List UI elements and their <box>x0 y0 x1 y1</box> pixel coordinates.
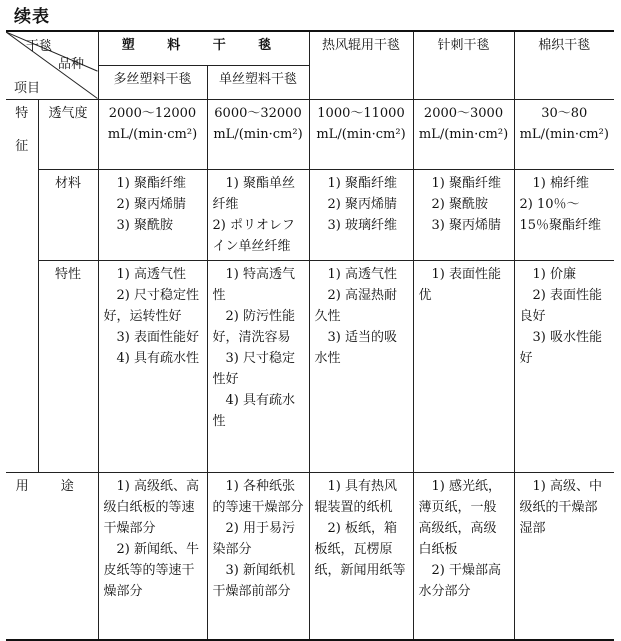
permeability-cell <box>207 99 309 169</box>
cell-line: 1000～11000 <box>317 105 405 121</box>
row-usage <box>6 472 614 640</box>
row-label-permeability: 透气度 <box>38 99 98 169</box>
cell-line: 2) 聚丙烯腈 <box>327 196 397 212</box>
col-header-hot-air-roll: 热风辊用干毯 <box>309 31 413 99</box>
cell-line: mL/(min·cm²) <box>316 126 406 142</box>
cell-line: 3) 尺寸稳定性好 <box>212 350 295 387</box>
cell-line: 2) 干燥部高水分部分 <box>418 562 501 599</box>
cell-line: 1) 具有热风辊装置的纸机 <box>314 478 397 515</box>
page-title: 续表 <box>14 7 50 27</box>
header-row-1 <box>6 31 614 65</box>
cell-line: mL/(min·cm²) <box>519 126 609 142</box>
permeability-cell <box>514 99 614 169</box>
col-header-needle-punched: 针刺干毯 <box>413 31 514 99</box>
cell-line: 1) 高级、中级纸的干燥部湿部 <box>519 478 602 536</box>
row-properties <box>6 260 614 472</box>
usage-cell <box>309 472 413 640</box>
cell-line: 2) ポリオレフイン单丝纤维 <box>212 217 295 254</box>
cell-line: 2000～12000 <box>108 105 197 121</box>
cell-line: 1) 高级纸、高级白纸板的等速干燥部分 <box>103 478 199 536</box>
cell-line: 2000～3000 <box>423 105 504 121</box>
material-cell <box>309 169 413 260</box>
col-header-multifilament: 多丝塑料干毯 <box>98 65 207 99</box>
cell-line: 6000～32000 <box>214 105 302 121</box>
cell-line: 3) 适当的吸水性 <box>314 329 397 366</box>
cell-line: 2) 板纸，箱板纸，瓦楞原纸，新闻用纸等 <box>314 520 406 578</box>
cell-line: 1) 感光纸，薄页纸，一般高级纸，高级白纸板 <box>418 478 501 557</box>
material-cell <box>413 169 514 260</box>
properties-cell <box>309 260 413 472</box>
row-label-usage <box>6 472 98 640</box>
usage-cell <box>98 472 207 640</box>
cell-line: 3) 聚丙烯腈 <box>431 217 501 233</box>
cell-line: 4) 具有疏水性 <box>116 350 199 366</box>
material-cell <box>98 169 207 260</box>
col-header-cotton: 棉织干毯 <box>514 31 614 99</box>
cell-line: 3) 玻璃纤维 <box>327 217 397 233</box>
cell-line: 2) 防污性能好，清洗容易 <box>212 308 295 345</box>
cell-line: 1) 聚酯纤维 <box>431 175 501 191</box>
cell-line: 3) 聚酰胺 <box>116 217 173 233</box>
cell-line: 1) 表面性能优 <box>418 266 501 303</box>
row-permeability <box>6 99 614 169</box>
permeability-cell <box>309 99 413 169</box>
cell-line: mL/(min·cm²) <box>107 126 198 142</box>
felt-comparison-table <box>6 30 614 641</box>
section-features-label <box>6 99 38 472</box>
plastic-felt-group-header <box>98 31 309 65</box>
material-cell <box>207 169 309 260</box>
cell-line: 1) 高透气性 <box>116 266 186 282</box>
cell-line: 2) 尺寸稳定性好，运转性好 <box>103 287 199 324</box>
usage-cell <box>413 472 514 640</box>
cell-line: 3) 吸水性能好 <box>519 329 602 366</box>
cell-line: 3) 表面性能好 <box>116 329 199 345</box>
cell-line: 2) 聚丙烯腈 <box>116 196 186 212</box>
cell-line: 2) 表面性能良好 <box>519 287 602 324</box>
col-header-monofilament: 单丝塑料干毯 <box>207 65 309 99</box>
corner-label-felt: 干毯 <box>26 39 53 54</box>
row-label-properties: 特性 <box>38 260 98 472</box>
properties-cell <box>514 260 614 472</box>
cell-line: 3) 新闻纸机干燥部前部分 <box>212 562 295 599</box>
usage-label: 用 途 <box>15 478 88 494</box>
features-char-2: 征 <box>15 138 29 154</box>
cell-line: mL/(min·cm²) <box>418 126 509 142</box>
properties-cell <box>413 260 514 472</box>
cell-line: 2) 聚酰胺 <box>431 196 488 212</box>
cell-line: 2) 用于易污染部分 <box>212 520 295 557</box>
cell-line: 1) 棉纤维 <box>532 175 589 191</box>
cell-line: 1) 聚酯单丝纤维 <box>212 175 295 212</box>
permeability-cell <box>98 99 207 169</box>
cell-line: mL/(min·cm²) <box>213 126 303 142</box>
cell-line: 4) 具有疏水性 <box>212 392 295 429</box>
permeability-cell <box>413 99 514 169</box>
properties-cell <box>98 260 207 472</box>
cell-line: 1) 聚酯纤维 <box>116 175 186 191</box>
material-cell <box>514 169 614 260</box>
features-char-1: 特 <box>15 105 29 121</box>
cell-line: 2) 高湿热耐久性 <box>314 287 397 324</box>
corner-label-variety: 品种 <box>58 57 85 72</box>
usage-cell <box>514 472 614 640</box>
usage-cell <box>207 472 309 640</box>
cell-line: 1) 高透气性 <box>327 266 397 282</box>
cell-line: 30～80 <box>541 105 588 121</box>
cell-line: 2) 新闻纸、牛皮纸等的等速干燥部分 <box>103 541 199 599</box>
row-label-material: 材料 <box>38 169 98 260</box>
cell-line: 2) 10％～15％聚酯纤维 <box>519 196 602 233</box>
cell-line: 1) 价廉 <box>532 266 576 282</box>
corner-label-item: 项目 <box>14 81 41 96</box>
cell-line: 1) 各种纸张的等速干燥部分 <box>212 478 304 515</box>
properties-cell <box>207 260 309 472</box>
corner-header-cell <box>6 31 98 99</box>
row-material <box>6 169 614 260</box>
cell-line: 1) 特高透气性 <box>212 266 295 303</box>
cell-line: 1) 聚酯纤维 <box>327 175 397 191</box>
plastic-group-label: 塑 料 干 毯 <box>121 38 286 53</box>
